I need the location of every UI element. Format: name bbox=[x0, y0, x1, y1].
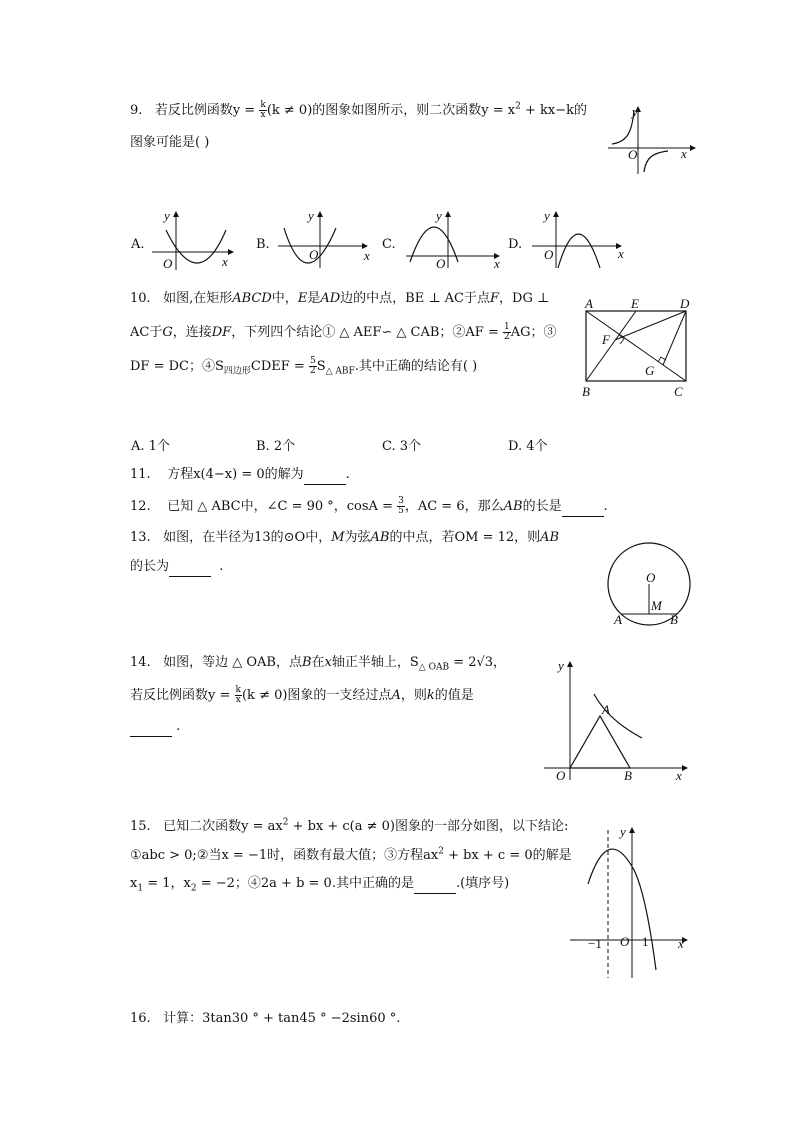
q9-option-d[interactable]: D. bbox=[508, 237, 523, 252]
q16-number: 16. bbox=[130, 1011, 151, 1026]
q13-line1 bbox=[130, 529, 559, 547]
q14-l2-a: 若反比例函数y = bbox=[130, 688, 235, 703]
q13-l1-ab2: AB bbox=[540, 530, 560, 545]
q13-l1-d: 的中点，若OM = 12，则 bbox=[389, 530, 541, 545]
q10-l2-g: G bbox=[162, 325, 173, 340]
q10-l2-num: 1 bbox=[503, 322, 510, 332]
q13-answer-blank[interactable] bbox=[169, 558, 211, 577]
q12-fraction bbox=[397, 497, 405, 516]
q10-l3-fraction bbox=[309, 357, 317, 376]
q9-graph-c bbox=[402, 206, 506, 270]
q9-graph-c-parabola bbox=[410, 227, 458, 262]
q9-graph-d-origin: O bbox=[544, 247, 554, 262]
q10-label-c: C bbox=[674, 384, 683, 399]
q9-graph-d-y-arrow bbox=[553, 211, 559, 217]
q14-l2-k: k bbox=[426, 688, 435, 703]
q12-text-b: ，AC = 6，那么 bbox=[404, 499, 504, 514]
q9-option-a[interactable]: A. bbox=[131, 237, 145, 252]
q13-l1-b: O中， bbox=[294, 530, 332, 545]
q15-l3-c: = −2；④2a + b = 0.其中正确的是 bbox=[196, 876, 414, 891]
q9-fraction bbox=[259, 101, 266, 120]
q14-l1-sub: △ OAB bbox=[418, 662, 450, 673]
q14-l1-b: B bbox=[301, 655, 312, 670]
q9-graph-d-x-label: x bbox=[618, 246, 624, 261]
q9-graph-c-x-label: x bbox=[494, 256, 500, 271]
q9-graph-c-origin: O bbox=[436, 256, 446, 271]
q14-answer-blank[interactable] bbox=[130, 718, 172, 737]
q9-graph-a-y-label: y bbox=[164, 208, 170, 223]
q15-label-o: O bbox=[620, 934, 630, 949]
q13-l2-b: . bbox=[219, 559, 224, 574]
q9-number: 9. bbox=[130, 103, 143, 118]
q10-option-b[interactable]: B. 2个 bbox=[256, 439, 296, 454]
q14-label-b: B bbox=[624, 768, 632, 783]
q15-l3-s1: 1 bbox=[137, 883, 144, 894]
q9-line2: 图象可能是( ) bbox=[130, 135, 210, 150]
q9-fig-origin: O bbox=[628, 147, 638, 162]
q13-l1-ab: AB bbox=[370, 530, 390, 545]
q13-l1-m: M bbox=[331, 530, 345, 545]
q13-l2-a: 的长为 bbox=[130, 559, 170, 574]
q15-l3-a: x bbox=[130, 876, 138, 891]
q16-text: 计算：3tan30 ° + tan45 ° −2sin60 °. bbox=[163, 1011, 401, 1026]
q10-label-d: D bbox=[680, 296, 690, 311]
q9-option-b[interactable]: B. bbox=[256, 237, 270, 252]
q14-number: 14. bbox=[130, 655, 151, 670]
q10-l1-d: 边的中点，BE ⊥ AC于点 bbox=[340, 291, 491, 306]
q14-triangle-oab bbox=[570, 716, 630, 768]
q9-quad-a: y = x bbox=[481, 103, 516, 118]
q14-l1-c: 在 bbox=[311, 655, 325, 670]
q10-line3 bbox=[130, 357, 477, 376]
q9-graph-b-y-label: y bbox=[308, 208, 314, 223]
q15-l1-b: + bx + c(a ≠ 0)图象的一部分如图，以下结论: bbox=[288, 819, 569, 834]
q10-l1-g: ，DG ⊥ bbox=[499, 291, 550, 306]
q10-l1-b: 中， bbox=[271, 291, 298, 306]
q9-graph-d-parabola bbox=[558, 234, 600, 268]
q14-x-arrow bbox=[682, 765, 688, 771]
q10-l3-b: CDEF = bbox=[250, 359, 309, 374]
q9-graph-b-x-label: x bbox=[364, 248, 370, 263]
q10-l2-c: ，下列四个结论① △ AEF∽ △ CAB；②AF = bbox=[231, 325, 503, 340]
q13-label-a: A bbox=[614, 612, 622, 627]
q12-number: 12. bbox=[130, 499, 151, 514]
q12-text-a: 已知 △ ABC中，∠C = 90 °，cosA = bbox=[167, 499, 398, 514]
q9-fig-y-label: y bbox=[632, 104, 638, 119]
q13-label-o: O bbox=[646, 570, 656, 585]
q9-fig-x-arrow bbox=[690, 145, 696, 151]
q15-answer-blank[interactable] bbox=[414, 875, 456, 894]
q14-l2-apt: A bbox=[391, 688, 401, 703]
q9-graph-d bbox=[528, 206, 628, 270]
q13-label-m: M bbox=[651, 598, 662, 613]
q10-l2-df: DF bbox=[211, 325, 232, 340]
q9-fig-x-label: x bbox=[681, 146, 687, 161]
q14-l2-den: x bbox=[235, 695, 241, 705]
q9-graph-c-y-label: y bbox=[436, 208, 442, 223]
q14-triangle-figure bbox=[542, 656, 692, 784]
q15-l1-exp: 2 bbox=[282, 817, 289, 828]
q9-cond: (k ≠ 0) bbox=[266, 103, 313, 118]
q15-l1-a: 已知二次函数y = ax bbox=[163, 819, 283, 834]
q12-answer-blank[interactable] bbox=[562, 498, 604, 517]
q11-number: 11. bbox=[130, 467, 151, 482]
q13-l1-circ: ⊙ bbox=[283, 530, 295, 545]
q9-line1 bbox=[130, 101, 587, 120]
q14-l2-c: ，则 bbox=[400, 688, 427, 703]
q14-line2 bbox=[130, 686, 474, 705]
q14-line3 bbox=[130, 718, 180, 737]
q9-graph-a-x-arrow bbox=[228, 249, 234, 255]
q15-label-one: 1 bbox=[642, 934, 649, 949]
q15-label-y: y bbox=[620, 824, 626, 839]
q10-l1-e: E bbox=[297, 291, 308, 306]
q9-prefix: 若反比例函数 bbox=[154, 103, 233, 118]
q15-parabola-figure bbox=[566, 822, 692, 982]
q14-fraction bbox=[235, 686, 242, 705]
q9-graph-a-x-label: x bbox=[222, 254, 228, 269]
q10-option-a[interactable]: A. 1个 bbox=[131, 439, 170, 454]
q14-l2-b: (k ≠ 0)图象的一支经过点 bbox=[241, 688, 392, 703]
q9-frac-den: x bbox=[260, 110, 266, 120]
q11-text-a: 方程x(4−x) = 0的解为 bbox=[167, 467, 304, 482]
q11-answer-blank[interactable] bbox=[304, 466, 346, 485]
q10-label-e: E bbox=[631, 296, 639, 311]
q10-l2-fraction bbox=[503, 323, 511, 342]
q15-l3-d: .(填序号) bbox=[455, 876, 510, 891]
q14-l2-num: k bbox=[235, 685, 241, 695]
q13-circle-figure bbox=[604, 540, 696, 630]
q14-label-o: O bbox=[556, 768, 566, 783]
q10-option-c[interactable]: C. 3个 bbox=[382, 439, 422, 454]
q9-suffix: 的 bbox=[574, 103, 588, 118]
q10-l3-num: 5 bbox=[309, 356, 316, 366]
q15-l2-b: + bx + c = 0的解是 bbox=[443, 848, 572, 863]
q9-hyperbola-figure bbox=[604, 104, 698, 176]
q14-label-a: A bbox=[602, 702, 610, 717]
q10-line2 bbox=[130, 323, 557, 342]
q15-l3-s2: 2 bbox=[190, 883, 197, 894]
q15-l2-a: ①abc > 0;②当x = −1时，函数有最大值；③方程ax bbox=[130, 848, 439, 863]
q12-ab: AB bbox=[503, 499, 523, 514]
q9-graph-a bbox=[148, 208, 238, 272]
q10-l1-c: 是 bbox=[307, 291, 321, 306]
q10-l2-a: AC于 bbox=[130, 325, 163, 340]
q10-l1-abcd: ABCD bbox=[232, 291, 272, 306]
q14-label-x: x bbox=[676, 768, 682, 783]
q15-l2-exp: 2 bbox=[438, 846, 444, 857]
q10-label-b: B bbox=[582, 384, 590, 399]
q9-quad-exp: 2 bbox=[515, 101, 521, 112]
q11-text-b: . bbox=[345, 467, 350, 482]
q14-l1-x: x bbox=[324, 655, 332, 670]
q14-l1-a: 如图，等边 △ OAB，点 bbox=[163, 655, 302, 670]
q12-den: 5 bbox=[398, 506, 404, 516]
q9-fig-branch-left bbox=[612, 110, 634, 144]
q10-number: 10. bbox=[130, 291, 151, 306]
q15-line2 bbox=[130, 847, 572, 865]
q9-graph-b-origin: O bbox=[309, 247, 319, 262]
q10-option-d[interactable]: D. 4个 bbox=[508, 439, 548, 454]
q15-number: 15. bbox=[130, 819, 151, 834]
q9-graph-b-y-arrow bbox=[317, 211, 323, 217]
q10-line1 bbox=[130, 290, 549, 308]
q9-quad-b: + kx−k bbox=[520, 103, 574, 118]
q10-l2-den: 2 bbox=[503, 332, 510, 342]
q9-graph-a-y-arrow bbox=[173, 211, 179, 217]
q10-l3-den: 2 bbox=[309, 366, 316, 376]
q10-label-f: F bbox=[602, 332, 610, 347]
q13-label-b: B bbox=[670, 612, 678, 627]
q11-line bbox=[130, 466, 350, 485]
q10-label-a: A bbox=[585, 296, 593, 311]
q13-l1-a: 如图，在半径为13的 bbox=[163, 530, 284, 545]
q10-l1-a: 如图,在矩形 bbox=[163, 291, 233, 306]
q12-text-c: 的长是 bbox=[522, 499, 562, 514]
q15-l3-b: = 1，x bbox=[143, 876, 191, 891]
q10-l3-sub: 四边形 bbox=[223, 366, 251, 377]
q15-parabola bbox=[588, 849, 656, 970]
q12-text-d: . bbox=[603, 499, 608, 514]
q10-rectangle-figure bbox=[578, 296, 698, 404]
q13-line2 bbox=[130, 558, 223, 577]
q13-l1-c: 为弦 bbox=[344, 530, 371, 545]
q9-fig-branch-right bbox=[644, 151, 668, 172]
q14-y-arrow bbox=[567, 661, 573, 667]
q14-l2-d: 的值是 bbox=[434, 688, 474, 703]
q10-l3-a: DF = DC；④S bbox=[130, 359, 224, 374]
q15-label-x: x bbox=[678, 936, 684, 951]
q14-l1-d: 轴正半轴上，S bbox=[331, 655, 419, 670]
q14-line1 bbox=[130, 654, 506, 672]
q10-l2-d: AG；③ bbox=[510, 325, 557, 340]
q9-graph-d-y-label: y bbox=[544, 208, 550, 223]
q14-l3: . bbox=[176, 719, 181, 734]
q15-label-minus1: −1 bbox=[588, 936, 602, 951]
q10-label-g: G bbox=[645, 363, 655, 378]
q9-graph-a-parabola bbox=[166, 230, 226, 263]
q10-l3-c: S bbox=[316, 359, 326, 374]
q12-num: 3 bbox=[398, 496, 404, 506]
q14-l1-e: = 2√3， bbox=[449, 655, 507, 670]
q9-graph-b bbox=[276, 206, 374, 270]
q15-y-arrow bbox=[629, 827, 635, 833]
q13-number: 13. bbox=[130, 530, 151, 545]
q12-line bbox=[130, 497, 608, 517]
q9-frac-num: k bbox=[260, 100, 266, 110]
q10-l2-b: ，连接 bbox=[172, 325, 212, 340]
q10-l3-sub2: △ ABF bbox=[325, 366, 355, 377]
q16-line bbox=[130, 1010, 400, 1028]
q10-seg-be bbox=[586, 311, 636, 381]
q9-option-c[interactable]: C. bbox=[382, 237, 396, 252]
q10-l1-ad: AD bbox=[320, 291, 341, 306]
q14-label-y: y bbox=[558, 658, 564, 673]
q15-line3 bbox=[130, 875, 509, 894]
q15-line1 bbox=[130, 818, 568, 836]
q9-graph-c-y-arrow bbox=[445, 211, 451, 217]
q10-l1-f: F bbox=[490, 291, 500, 306]
q10-l3-d: .其中正确的结论有( ) bbox=[354, 359, 478, 374]
q9-func: y = bbox=[232, 103, 260, 118]
q9-graph-a-origin: O bbox=[163, 256, 173, 271]
q9-middle: 的图象如图所示，则二次函数 bbox=[312, 103, 482, 118]
